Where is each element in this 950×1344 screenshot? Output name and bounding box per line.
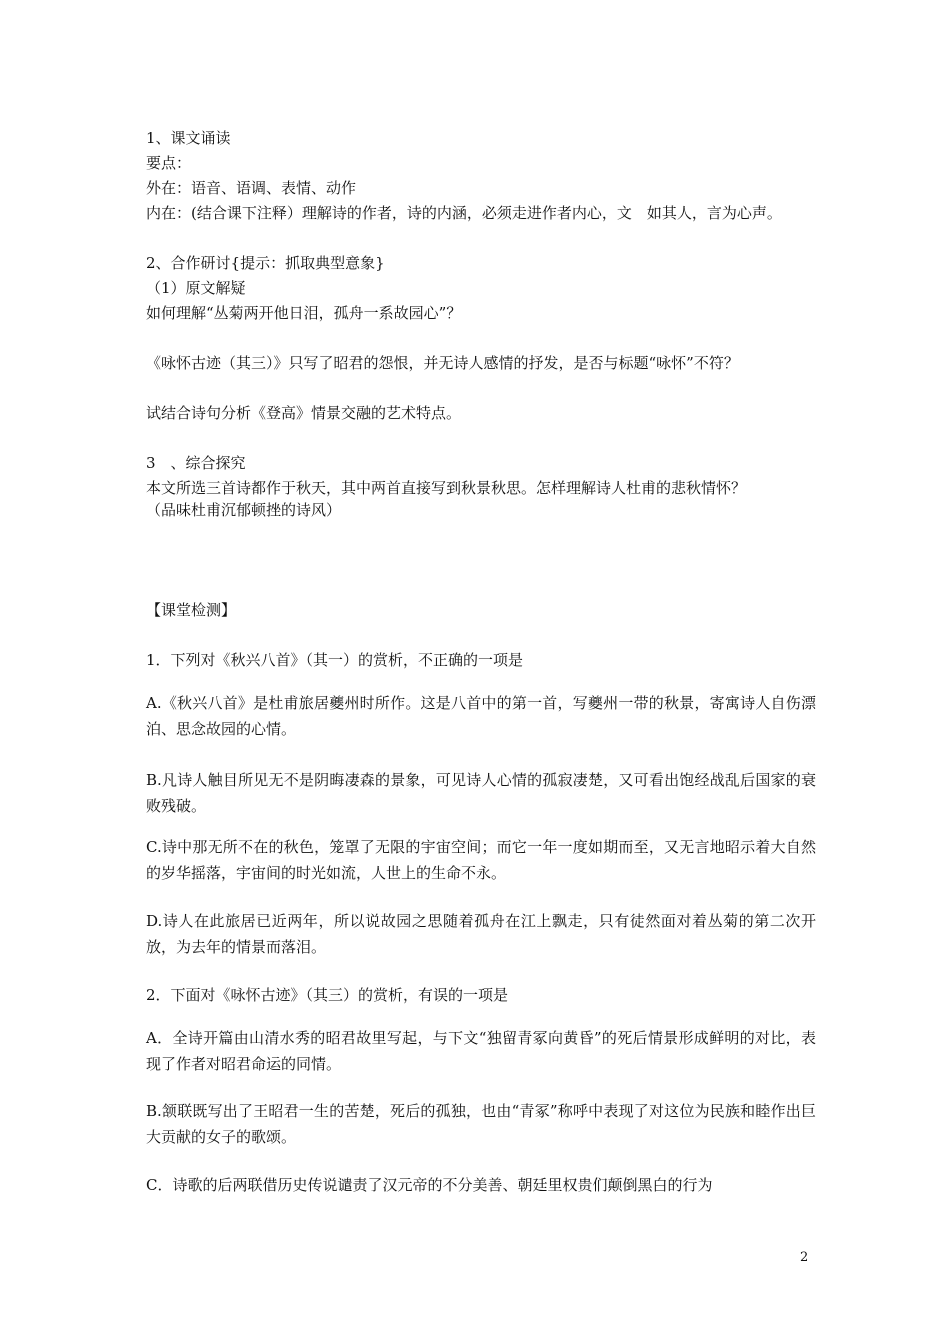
- test-q1-stem: 1．下列对《秋兴八首》（其一）的赏析，不正确的一项是: [146, 651, 524, 669]
- section1-heading: 1、课文诵读: [146, 129, 231, 147]
- internal-point: 内在：(结合课下注释）理解诗的作者，诗的内涵，必须走进作者内心，文 如其人，言为心声。: [146, 204, 782, 222]
- test-q1-option-a: A.《秋兴八首》是杜甫旅居夔州时所作。这是八首中的第一首，写夔州一带的秋景，寄寓诗人自伤漂泊、思念故园的心情。: [146, 694, 816, 738]
- test-q1-option-b: B.凡诗人触目所见无不是阴晦凄森的景象，可见诗人心情的孤寂凄楚，又可看出饱经战乱后国家的衰败残破。: [146, 771, 816, 815]
- test-heading: 【课堂检测】: [146, 601, 237, 619]
- section2-question-1: 如何理解“丛菊两开他日泪，孤舟一系故园心”？: [146, 304, 462, 322]
- test-q2-option-b: B.颔联既写出了王昭君一生的苦楚，死后的孤独，也由“青冢”称呼中表现了对这位为民族和睦作出巨大贡献的女子的歌颂。: [146, 1102, 816, 1146]
- page-number: 2: [800, 1250, 809, 1265]
- section2-sub1: （1）原文解疑: [146, 279, 246, 297]
- section2-question-2: 《咏怀古迹（其三）》只写了昭君的怨恨，并无诗人感情的抒发，是否与标题“咏怀”不符？: [146, 354, 739, 372]
- test-q2-option-c: C．诗歌的后两联借历史传说谴责了汉元帝的不分美善、朝廷里权贵们颠倒黑白的行为: [146, 1176, 713, 1194]
- points-label: 要点：: [146, 154, 192, 172]
- section3-question: 本文所选三首诗都作于秋天，其中两首直接写到秋景秋思。怎样理解诗人杜甫的悲秋情怀？: [146, 479, 747, 497]
- test-q2-option-a: A．全诗开篇由山清水秀的昭君故里写起，与下文“独留青冢向黄昏”的死后情景形成鲜明的对比，表现了作者对昭君命运的同情。: [146, 1029, 816, 1073]
- test-q1-option-d: D.诗人在此旅居已近两年，所以说故园之思随着孤舟在江上飘走，只有徒然面对着丛菊的第二次开放，为去年的情景而落泪。: [146, 912, 816, 956]
- test-q1-option-c: C.诗中那无所不在的秋色，笼罩了无限的宇宙空间；而它一年一度如期而至，又无言地昭示着大自然的岁华摇落，宇宙间的时光如流，人世上的生命不永。: [146, 838, 816, 882]
- external-point: 外在：语音、语调、表情、动作: [146, 179, 357, 197]
- section2-question-3: 试结合诗句分析《登高》情景交融的艺术特点。: [146, 404, 462, 422]
- test-q2-stem: 2．下面对《咏怀古迹》（其三）的赏析，有误的一项是: [146, 986, 509, 1004]
- section3-hint: （品味杜甫沉郁顿挫的诗风）: [146, 501, 342, 519]
- section3-heading: 3 、综合探究: [146, 454, 246, 472]
- section2-heading: 2、合作研讨{提示：抓取典型意象}: [146, 254, 385, 272]
